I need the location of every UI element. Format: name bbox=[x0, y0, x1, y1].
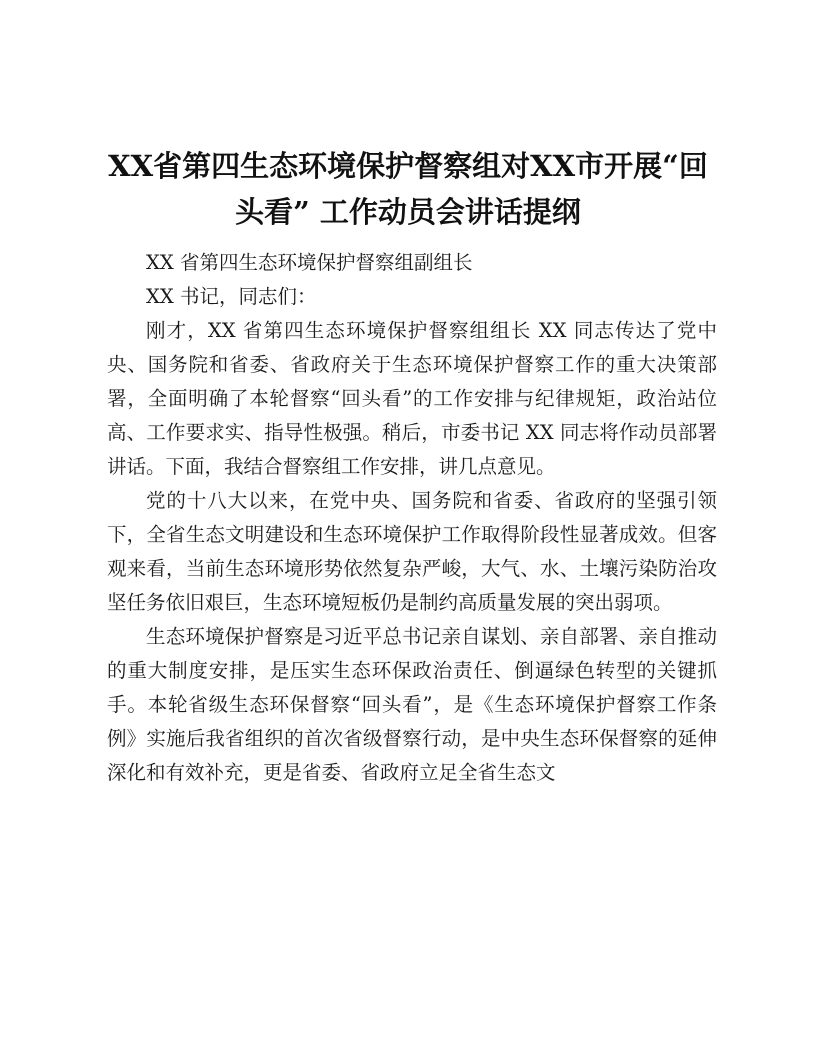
paragraph-1: 刚才，XX 省第四生态环境保护督察组组长 XX 同志传达了党中央、国务院和省委、省政府关于生态环境保护督察工作的重大决策部署，全面明确了本轮督察“回头看”的工作安排与纪律规矩，政治站位高、工作要求实、指导性极强。稍后，市委书记 XX 同志将作动员部署讲话。下面，我结合督察组工作安排，讲几点意见。 bbox=[107, 319, 717, 478]
salutation-line: XX 书记，同志们： bbox=[146, 285, 317, 308]
speaker-line: XX 省第四生态环境保护督察组副组长 bbox=[146, 251, 473, 274]
paragraph-3: 生态环境保护督察是习近平总书记亲自谋划、亲自部署、亲自推动的重大制度安排，是压实生态环保政治责任、倒逼绿色转型的关键抓手。本轮省级生态环保督察“回头看”，是《生态环境保护督察工作条例》实施后我省组织的首次省级督察行动，是中央生态环保督察的延伸深化和有效补充，更是省委、省政府立足全省生态文 bbox=[107, 625, 717, 784]
paragraph-2: 党的十八大以来，在党中央、国务院和省委、省政府的坚强引领下，全省生态文明建设和生态环境保护工作取得阶段性显著成效。但客观来看，当前生态环境形势依然复杂严峻，大气、水、土壤污染防治攻坚任务依旧艰巨，生态环境短板仍是制约高质量发展的突出弱项。 bbox=[107, 489, 717, 614]
document-body bbox=[107, 246, 717, 790]
document-title: XX省第四生态环境保护督察组对XX市开展“回头看” 工作动员会讲话提纲 bbox=[108, 149, 708, 229]
